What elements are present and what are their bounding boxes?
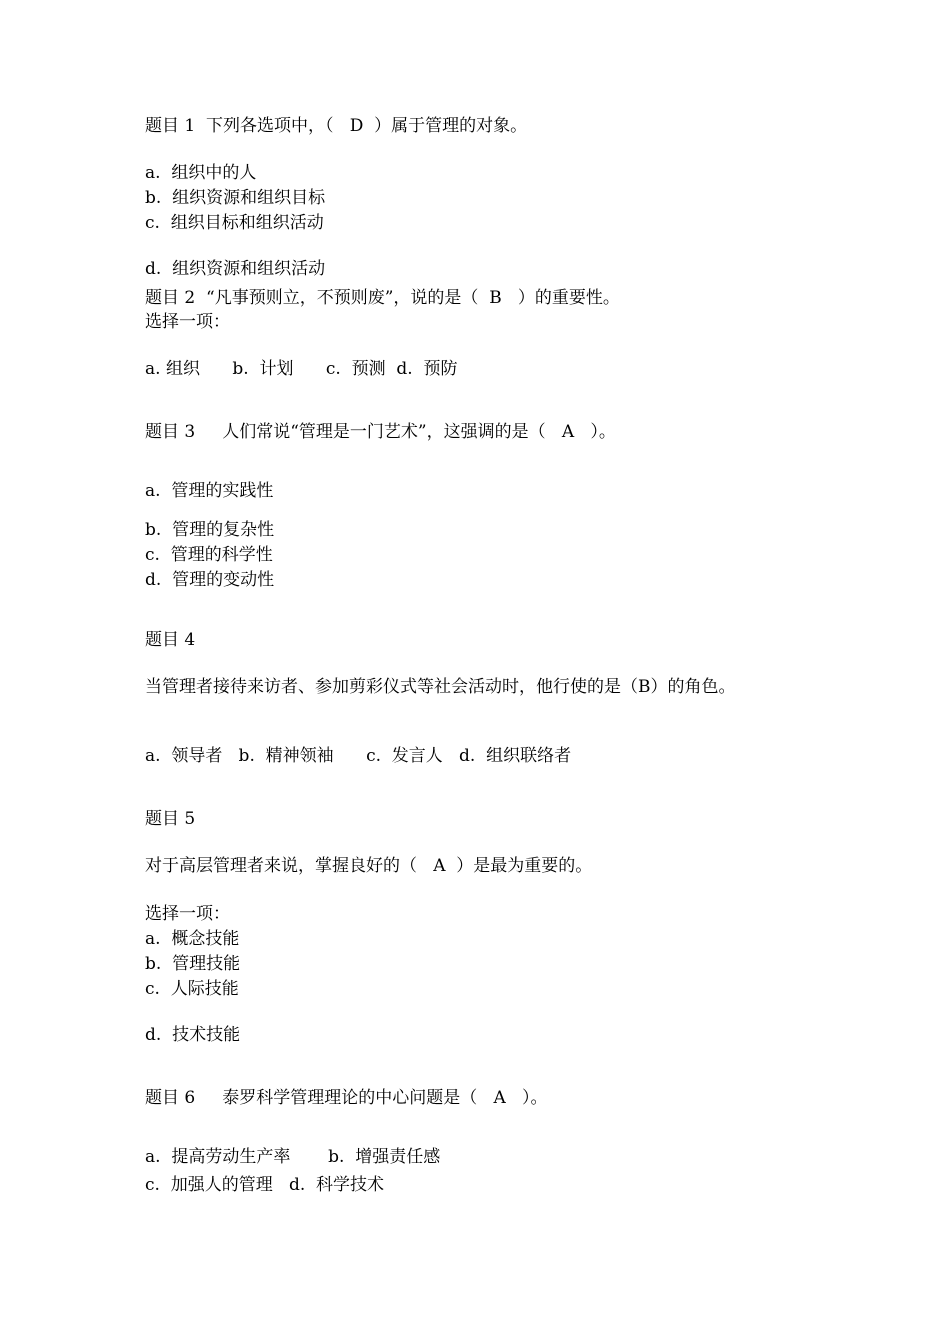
question-4-options: a. 领导者 b. 精神领袖 c. 发言人 d. 组织联络者 bbox=[145, 746, 572, 766]
question-3-option-c: c. 管理的科学性 bbox=[145, 545, 273, 565]
question-5-option-a: a. 概念技能 bbox=[145, 929, 240, 949]
question-3-stem: 题目 3 人们常说“管理是一门艺术”，这强调的是（ A ）。 bbox=[145, 422, 616, 442]
question-3-option-b: b. 管理的复杂性 bbox=[145, 520, 275, 540]
question-2-stem: 题目 2 “凡事预则立，不预则废”，说的是（ B ）的重要性。 bbox=[145, 288, 620, 308]
question-5-option-c: c. 人际技能 bbox=[145, 979, 239, 999]
question-3-option-d: d. 管理的变动性 bbox=[145, 570, 275, 590]
question-5-prompt: 选择一项： bbox=[145, 904, 230, 924]
question-1-option-c: c. 组织目标和组织活动 bbox=[145, 213, 324, 233]
question-6-options-row-1: a. 提高劳动生产率 b. 增强责任感 bbox=[145, 1147, 441, 1167]
question-3-option-a: a. 管理的实践性 bbox=[145, 481, 274, 501]
question-1-stem: 题目 1 下列各选项中，（ D ）属于管理的对象。 bbox=[145, 116, 528, 136]
question-1-option-b: b. 组织资源和组织目标 bbox=[145, 188, 326, 208]
question-5-option-b: b. 管理技能 bbox=[145, 954, 241, 974]
question-1-option-a: a. 组织中的人 bbox=[145, 163, 257, 183]
question-2-prompt: 选择一项： bbox=[145, 312, 230, 332]
question-4-title: 题目 4 bbox=[145, 630, 196, 650]
question-2-options: a. 组织 b. 计划 c. 预测 d. 预防 bbox=[145, 359, 458, 379]
question-5-option-d: d. 技术技能 bbox=[145, 1025, 241, 1045]
question-6-options-row-2: c. 加强人的管理 d. 科学技术 bbox=[145, 1175, 385, 1195]
question-5-stem: 对于高层管理者来说，掌握良好的（ A ）是最为重要的。 bbox=[145, 856, 593, 876]
question-4-stem: 当管理者接待来访者、参加剪彩仪式等社会活动时，他行使的是（B）的角色。 bbox=[145, 677, 736, 697]
question-5-title: 题目 5 bbox=[145, 809, 196, 829]
question-6-stem: 题目 6 泰罗科学管理理论的中心问题是（ A ）。 bbox=[145, 1088, 548, 1108]
question-1-option-d: d. 组织资源和组织活动 bbox=[145, 259, 326, 279]
